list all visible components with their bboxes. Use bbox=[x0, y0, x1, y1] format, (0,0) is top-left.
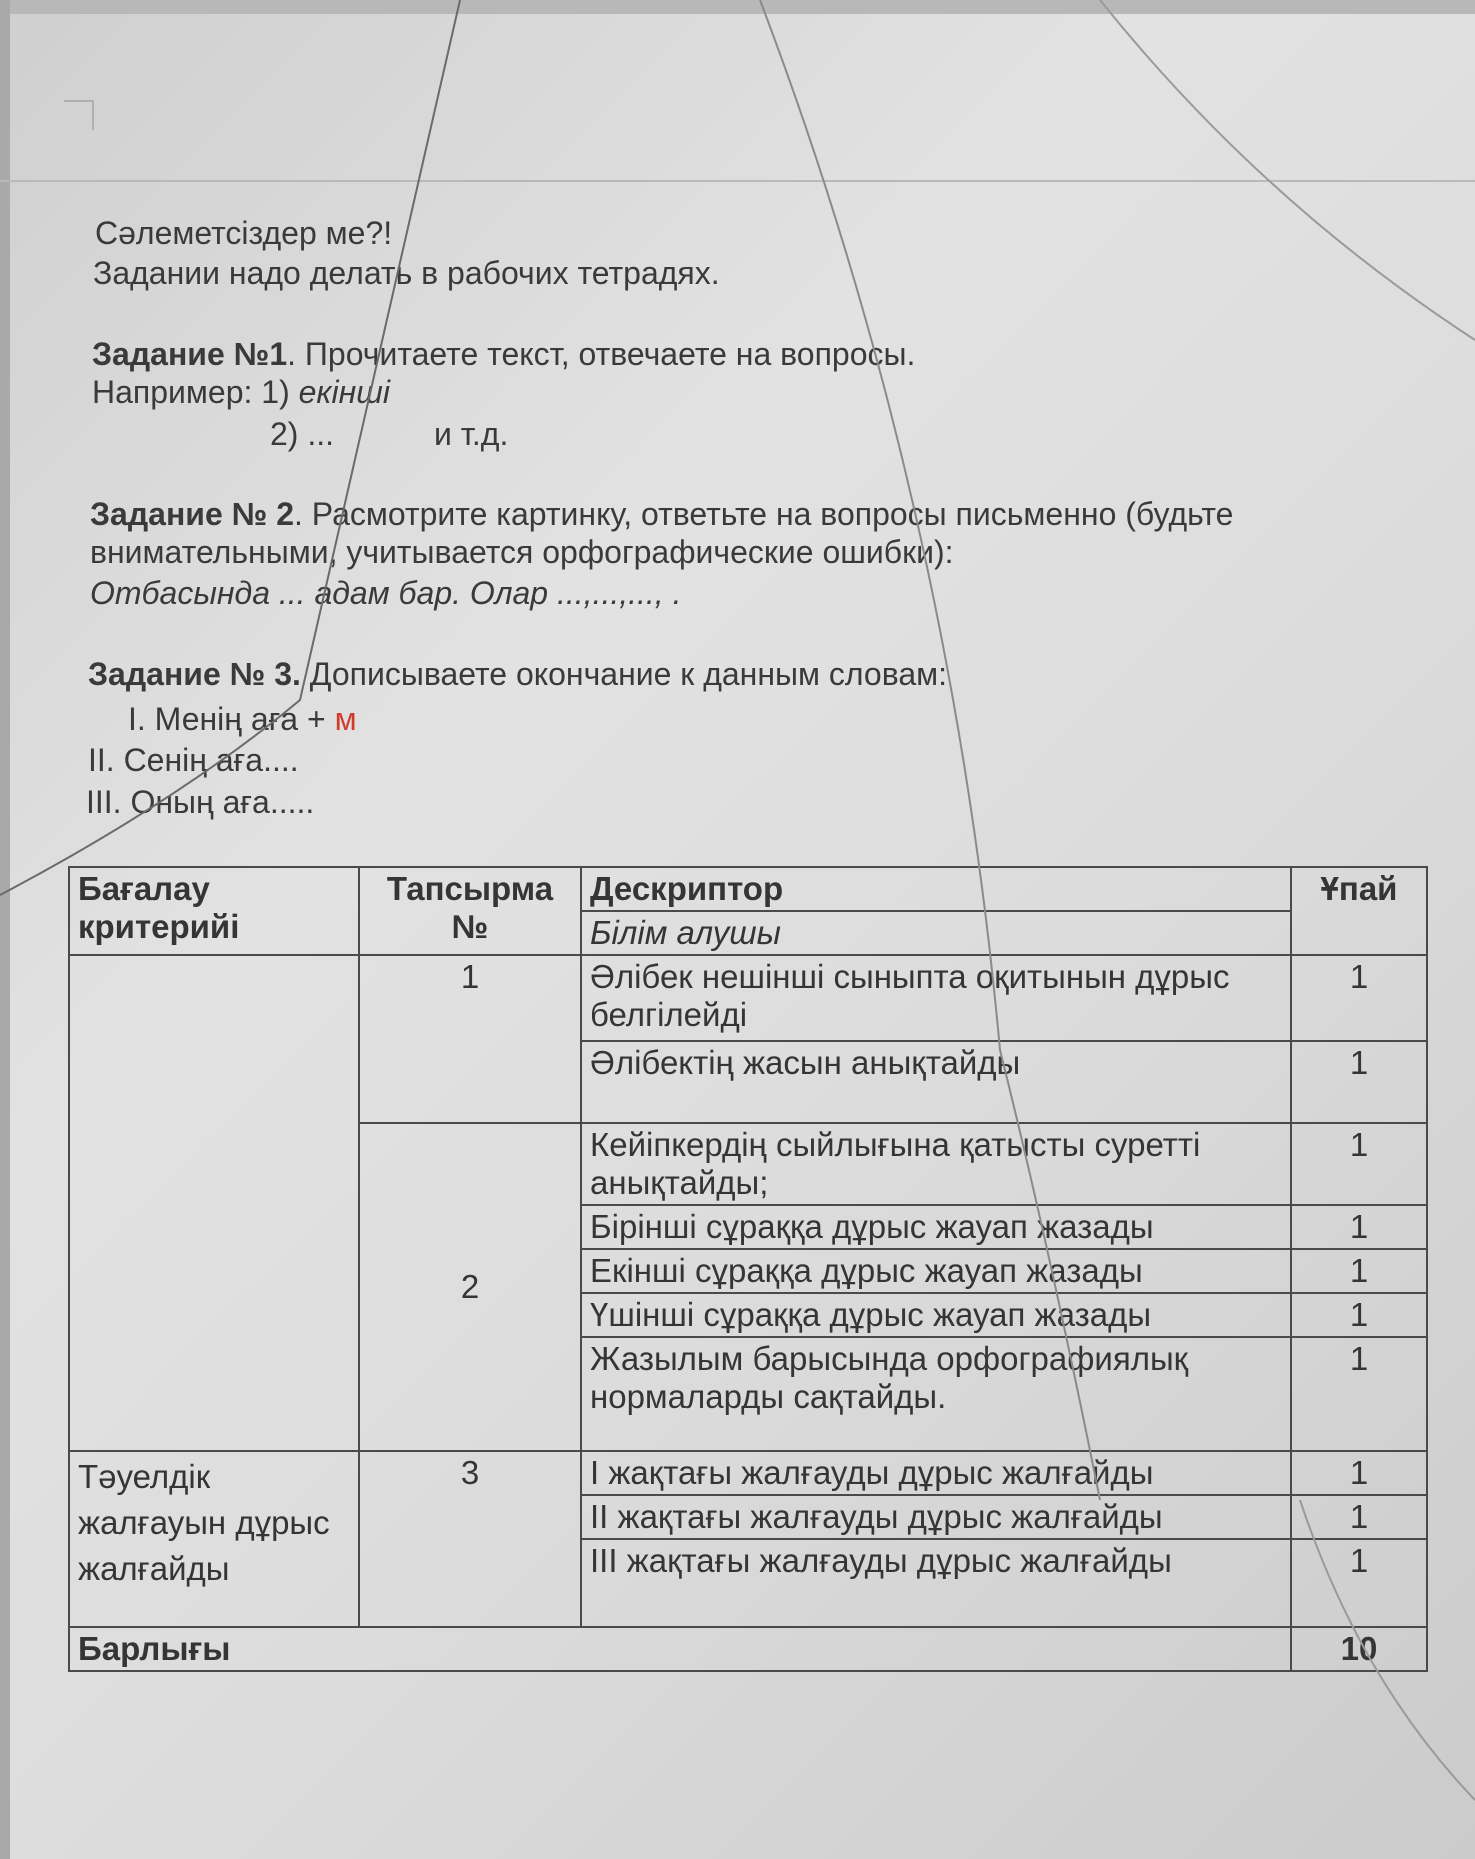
score-cell: 1 bbox=[1291, 1495, 1427, 1539]
task1-example-word: екінші bbox=[298, 374, 390, 410]
descriptor-cell: Кейіпкердің сыйлығына қатысты суретті анықтайды; bbox=[581, 1123, 1291, 1205]
descriptor-cell: Екінші сұраққа дұрыс жауап жазады bbox=[581, 1249, 1291, 1293]
descriptor-cell: Бірінші сұраққа дұрыс жауап жазады bbox=[581, 1205, 1291, 1249]
task3-item2: II. Сенің аға.... bbox=[88, 742, 299, 778]
task1-line2-etc: и т.д. bbox=[434, 416, 509, 452]
task3-item3: III. Оның аға..... bbox=[86, 784, 315, 820]
total-label: Барлығы bbox=[69, 1627, 1291, 1671]
task1-line bbox=[92, 335, 915, 373]
grading-table bbox=[68, 866, 1428, 1672]
page-header-divider bbox=[0, 180, 1475, 182]
task1-example-label: Например: 1) bbox=[92, 374, 299, 410]
task1-title: Задание №1 bbox=[92, 336, 288, 372]
score-cell: 1 bbox=[1291, 1205, 1427, 1249]
descriptor-cell: II жақтағы жалғауды дұрыс жалғайды bbox=[581, 1495, 1291, 1539]
task2-line1 bbox=[90, 495, 1233, 533]
table-row bbox=[69, 955, 1427, 1041]
task-number-cell: 2 bbox=[359, 1123, 581, 1451]
descriptor-cell: I жақтағы жалғауды дұрыс жалғайды bbox=[581, 1451, 1291, 1495]
task2-instruction-1: . Расмотрите картинку, ответьте на вопросы письменно (будьте bbox=[294, 496, 1234, 532]
total-value: 10 bbox=[1291, 1627, 1427, 1671]
corner-crop-mark bbox=[64, 100, 94, 130]
score-cell: 1 bbox=[1291, 955, 1427, 1041]
table-row bbox=[69, 1451, 1427, 1495]
criterion-cell: Тәуелдік жалғауын дұрыс жалғайды bbox=[69, 1451, 359, 1627]
task3-item1-text: I. Менің аға + bbox=[128, 701, 335, 737]
task3-title: Задание № 3. bbox=[88, 656, 301, 692]
table-header-row bbox=[69, 867, 1427, 911]
score-cell: 1 bbox=[1291, 1041, 1427, 1123]
task3-line bbox=[88, 655, 947, 693]
header-descriptor: Дескриптор bbox=[581, 867, 1291, 911]
task1-instruction: . Прочитаете текст, отвечаете на вопросы. bbox=[287, 336, 916, 372]
header-task-no: Тапсырма № bbox=[359, 867, 581, 955]
score-cell: 1 bbox=[1291, 1293, 1427, 1337]
table-total-row bbox=[69, 1627, 1427, 1671]
descriptor-cell: Әлібектің жасын анықтайды bbox=[581, 1041, 1291, 1123]
task1-line2-num: 2) ... bbox=[270, 416, 335, 452]
criterion-cell-empty bbox=[69, 955, 359, 1451]
score-cell: 1 bbox=[1291, 1337, 1427, 1451]
screen-left-edge bbox=[0, 0, 10, 1859]
descriptor-cell: Әлібек нешінші сыныпта оқитынын дұрыс белгілейді bbox=[581, 955, 1291, 1041]
screen-top-edge bbox=[0, 0, 1475, 14]
notebook-notice: Задании надо делать в рабочих тетрадях. bbox=[93, 255, 720, 291]
task1-example bbox=[92, 373, 390, 411]
score-cell: 1 bbox=[1291, 1249, 1427, 1293]
score-cell: 1 bbox=[1291, 1451, 1427, 1495]
header-criterion: Бағалау критерийі bbox=[69, 867, 359, 955]
header-points: Ұпай bbox=[1291, 867, 1427, 955]
task3-item1-suffix: м bbox=[334, 701, 357, 737]
task-number-cell: 3 bbox=[359, 1451, 581, 1627]
score-cell: 1 bbox=[1291, 1123, 1427, 1205]
task2-template: Отбасында ... адам бар. Олар ...,...,..., . bbox=[90, 575, 682, 611]
task3-item1 bbox=[128, 700, 357, 738]
greeting-text: Сәлеметсіздер ме?! bbox=[95, 215, 393, 251]
score-cell: 1 bbox=[1291, 1539, 1427, 1627]
header-sub: Білім алушы bbox=[581, 911, 1291, 955]
descriptor-cell: Жазылым барысында орфографиялық нормаларды сақтайды. bbox=[581, 1337, 1291, 1451]
task-number-cell: 1 bbox=[359, 955, 581, 1123]
crack-line-right bbox=[1100, 0, 1475, 340]
descriptor-cell: Үшінші сұраққа дұрыс жауап жазады bbox=[581, 1293, 1291, 1337]
task2-title: Задание № 2 bbox=[90, 496, 294, 532]
task3-instruction: Дописываете окончание к данным словам: bbox=[300, 656, 948, 692]
task2-instruction-2: внимательными, учитывается орфографические ошибки): bbox=[90, 534, 954, 570]
descriptor-cell: III жақтағы жалғауды дұрыс жалғайды bbox=[581, 1539, 1291, 1627]
